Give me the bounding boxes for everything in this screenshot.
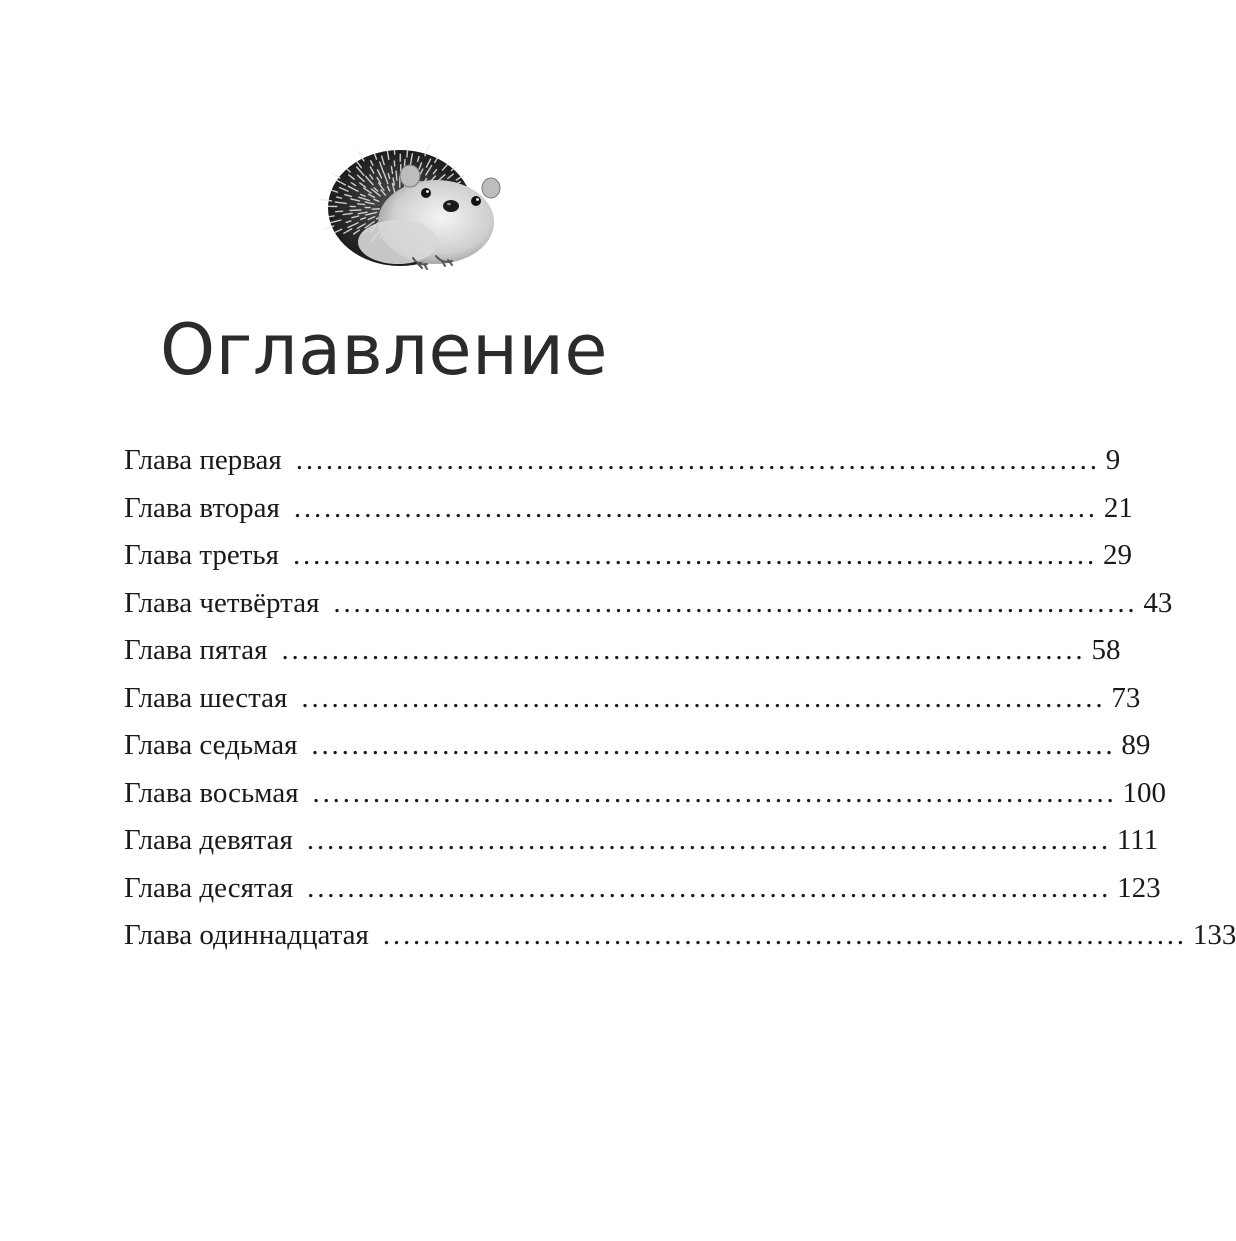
toc-dot-leader: ................................................................................ <box>333 586 1138 619</box>
toc-page-number: 58 <box>1091 634 1121 666</box>
hedgehog-spine <box>350 210 361 211</box>
toc-dot-leader: ................................................................................ <box>312 776 1117 809</box>
hedgehog-spine <box>396 171 397 180</box>
toc-entry[interactable] <box>124 532 1132 580</box>
toc-chapter-title: Глава десятая <box>124 871 294 904</box>
table-of-contents <box>124 437 1236 960</box>
toc-dot-leader: ................................................................................ <box>306 824 1111 856</box>
toc-chapter-title: Глава третья <box>124 539 279 571</box>
toc-page-number: 123 <box>1117 871 1161 904</box>
hedgehog-spine <box>358 204 365 205</box>
toc-entry[interactable] <box>124 722 1151 770</box>
hedgehog-spine <box>407 148 408 157</box>
toc-page-number: 89 <box>1121 729 1151 761</box>
toc-chapter-title: Глава пятая <box>124 634 268 666</box>
toc-chapter-title: Глава четвёртая <box>124 586 320 619</box>
toc-dot-leader: ................................................................................ <box>301 681 1106 714</box>
toc-page-number: 29 <box>1103 539 1132 571</box>
toc-entry[interactable] <box>124 770 1167 818</box>
toc-page-number: 111 <box>1116 824 1159 856</box>
toc-entry[interactable] <box>124 485 1133 533</box>
toc-entry[interactable] <box>124 912 1236 960</box>
toc-dot-leader: ................................................................................ <box>311 729 1116 761</box>
page-title: Оглавление <box>160 309 608 391</box>
toc-chapter-title: Глава одиннадцатая <box>124 919 369 951</box>
toc-dot-leader: ................................................................................ <box>293 491 1098 524</box>
toc-page-number: 133 <box>1192 919 1236 951</box>
toc-page-number: 43 <box>1143 586 1173 619</box>
toc-chapter-title: Глава седьмая <box>124 729 298 761</box>
toc-dot-leader: ................................................................................ <box>293 539 1097 571</box>
toc-page-number: 73 <box>1111 681 1141 714</box>
toc-page-number: 9 <box>1105 444 1121 476</box>
toc-entry[interactable] <box>124 817 1159 865</box>
hedgehog-icon <box>318 130 513 275</box>
hedgehog-spine <box>336 211 343 212</box>
toc-dot-leader: ................................................................................ <box>295 444 1100 476</box>
toc-dot-leader: ................................................................................ <box>307 871 1112 904</box>
hedgehog-spine <box>329 216 334 217</box>
toc-dot-leader: ................................................................................ <box>281 634 1086 666</box>
toc-entry[interactable] <box>124 627 1121 675</box>
hedgehog-spine <box>332 173 340 178</box>
toc-entry[interactable] <box>124 437 1121 485</box>
toc-chapter-title: Глава шестая <box>124 681 288 714</box>
toc-chapter-title: Глава вторая <box>124 491 280 524</box>
toc-chapter-title: Глава восьмая <box>124 776 299 809</box>
toc-page-number: 100 <box>1122 776 1167 809</box>
toc-page-number: 21 <box>1103 491 1133 524</box>
hedgehog-spine <box>425 145 429 155</box>
toc-entry[interactable] <box>124 580 1173 628</box>
toc-dot-leader: ................................................................................ <box>382 919 1187 951</box>
toc-chapter-title: Глава девятая <box>124 824 293 856</box>
toc-entry[interactable] <box>124 865 1161 913</box>
hedgehog-illustration <box>318 130 513 275</box>
toc-chapter-title: Глава первая <box>124 444 282 476</box>
toc-entry[interactable] <box>124 675 1141 723</box>
